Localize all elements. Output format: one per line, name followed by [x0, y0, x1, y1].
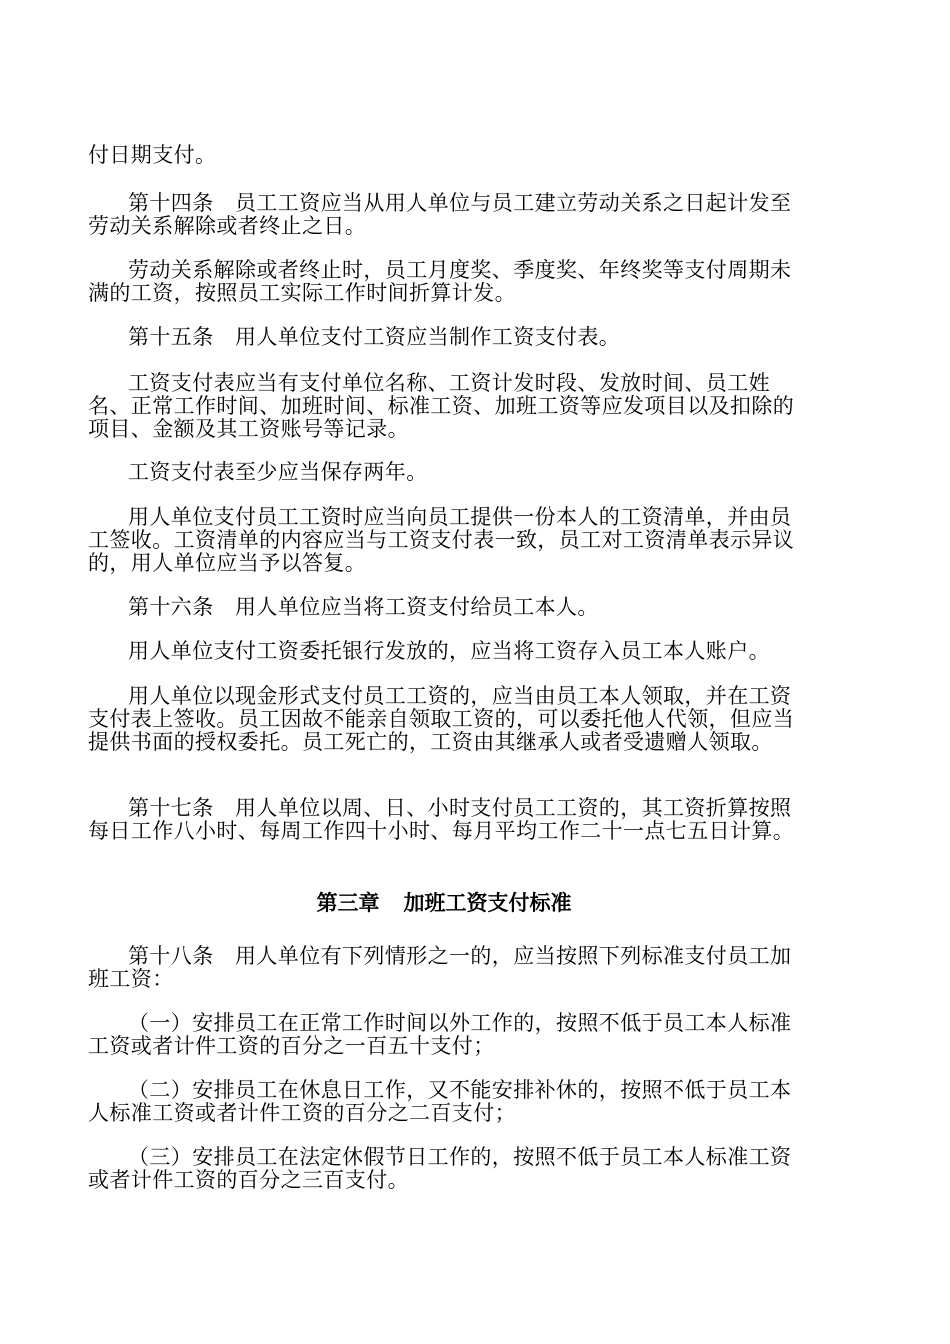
paragraph-pay-slip: 用人单位支付员工工资时应当向员工提供一份本人的工资清单，并由员工签收。工资清单的内容应当与工资支付表一致，员工对工资清单表示异议的，用人单位应当予以答复。 — [88, 505, 795, 575]
paragraph-bank-transfer: 用人单位支付工资委托银行发放的，应当将工资存入员工本人账户。 — [128, 639, 770, 663]
paragraph-article-18: 第十八条 用人单位有下列情形之一的，应当按照下列标准支付员工加班工资： — [88, 944, 792, 991]
paragraph-article-15: 第十五条 用人单位支付工资应当制作工资支付表。 — [128, 325, 621, 349]
paragraph-termination-pay: 劳动关系解除或者终止时，员工月度奖、季度奖、年终奖等支付周期未满的工资，按照员工实际工作时间折算计发。 — [88, 258, 792, 305]
chapter-title: 加班工资支付标准 — [403, 891, 572, 915]
paragraph-article-14: 第十四条 员工工资应当从用人单位与员工建立劳动关系之日起计发至劳动关系解除或者终止之日。 — [88, 191, 792, 238]
paragraph-article-16: 第十六条 用人单位应当将工资支付给员工本人。 — [128, 595, 599, 619]
paragraph-pay-table-retention: 工资支付表至少应当保存两年。 — [128, 460, 428, 484]
chapter-heading — [88, 890, 800, 916]
chapter-number: 第三章 — [316, 891, 380, 915]
paragraph-cash-payment: 用人单位以现金形式支付员工工资的，应当由员工本人领取，并在工资支付表上签收。员工因故不能亲自领取工资的，可以委托他人代领，但应当提供书面的授权委托。员工死亡的，工资由其继承人或者受遗赠人领取。 — [88, 684, 795, 754]
paragraph-article-17: 第十七条 用人单位以周、日、小时支付员工工资的，其工资折算按照每日工作八小时、每周工作四十小时、每月平均工作二十一点七五日计算。 — [88, 796, 795, 843]
paragraph-pay-table-content: 工资支付表应当有支付单位名称、工资计发时段、发放时间、员工姓名、正常工作时间、加班时间、标准工资、加班工资等应发项目以及扣除的项目、金额及其工资账号等记录。 — [88, 371, 795, 441]
paragraph-item-2: （二）安排员工在休息日工作，又不能安排补休的，按照不低于员工本人标准工资或者计件工资的百分之二百支付； — [88, 1078, 792, 1125]
paragraph-item-3: （三）安排员工在法定休假节日工作的，按照不低于员工本人标准工资或者计件工资的百分之三百支付。 — [88, 1145, 792, 1192]
paragraph-item-1: （一）安排员工在正常工作时间以外工作的，按照不低于员工本人标准工资或者计件工资的百分之一百五十支付； — [88, 1011, 792, 1058]
paragraph-continuation: 付日期支付。 — [88, 143, 217, 167]
